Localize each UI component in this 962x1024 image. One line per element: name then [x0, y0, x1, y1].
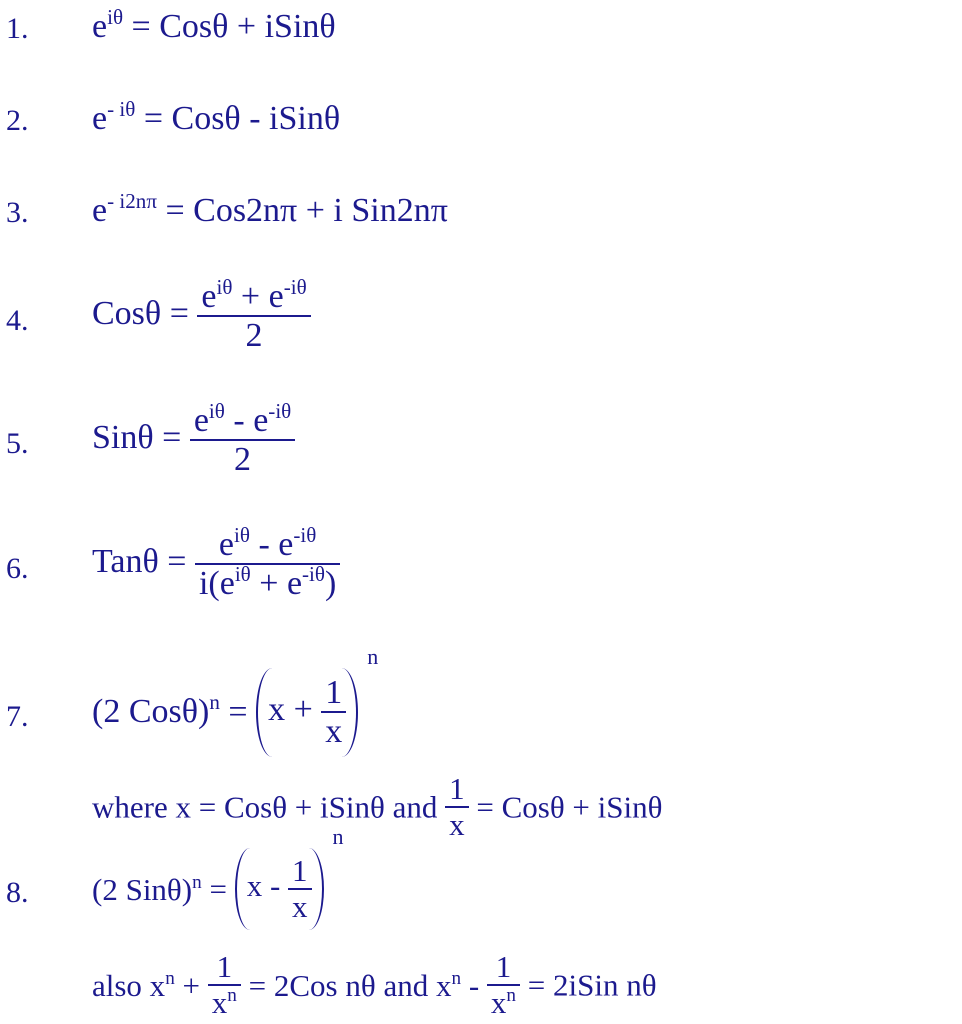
- exponent: n: [192, 871, 202, 893]
- exponent: n: [209, 690, 220, 715]
- operator: -: [461, 967, 487, 1003]
- numerator: 1: [325, 674, 343, 711]
- formula-3-rhs: = Cos2nπ + i Sin2nπ: [165, 192, 448, 229]
- operator: -: [224, 402, 254, 439]
- formula-2-number: 2.: [6, 104, 29, 137]
- formula-7-power: n: [367, 644, 379, 669]
- formula-5-number: 5.: [6, 427, 29, 460]
- note-part: [92, 968, 208, 1003]
- exponent: n: [165, 967, 175, 989]
- formula-8-lhs: [92, 872, 202, 907]
- formula-6-denominator: [195, 563, 340, 602]
- formula-5: [92, 398, 295, 479]
- note-text: = 2Cos nθ and x: [248, 967, 452, 1003]
- denominator: [208, 984, 241, 1020]
- formula-2-lhs-exponent: - iθ: [107, 96, 136, 121]
- formula-3-lhs-exponent: - i2nπ: [107, 188, 157, 213]
- term: e: [268, 278, 284, 315]
- operator: -: [249, 526, 279, 563]
- exponent: n: [451, 967, 462, 989]
- exponent: iθ: [234, 522, 250, 547]
- formula-4: [92, 274, 311, 355]
- formula-2: [92, 96, 341, 137]
- numerator: 1: [495, 949, 512, 984]
- paren-close: ): [325, 565, 337, 603]
- formula-7-equals: =: [228, 693, 248, 731]
- note-fraction: [445, 772, 469, 842]
- note-text: also x: [92, 967, 166, 1003]
- note-text: = Cosθ + iSinθ: [476, 789, 663, 825]
- formula-8-parenthesized: [235, 824, 344, 930]
- formula-8-note: [92, 950, 657, 1020]
- exponent: -iθ: [293, 522, 317, 547]
- exponent: -iθ: [268, 398, 292, 423]
- formula-5-fraction: [190, 398, 295, 479]
- operator: +: [232, 278, 269, 315]
- note-text: where x = Cosθ + iSinθ and: [92, 789, 446, 825]
- formula-7-parenthesized: [256, 644, 379, 757]
- numerator: 1: [216, 949, 233, 984]
- formula-6-numerator: [195, 522, 340, 563]
- formula-1-lhs-exponent: iθ: [107, 4, 124, 29]
- formula-7-inner-fraction: [321, 674, 346, 751]
- note-text: = 2iSin nθ: [527, 967, 657, 1003]
- operator: +: [174, 967, 208, 1003]
- term: i(e: [198, 565, 235, 603]
- formula-8-number: 8.: [6, 876, 29, 909]
- term: e: [193, 402, 209, 439]
- formula-4-number: 4.: [6, 304, 29, 337]
- formula-4-numerator: [197, 274, 310, 315]
- operator: + e: [250, 565, 303, 603]
- formula-7-inner: x +: [268, 691, 322, 729]
- formula-7-note: [92, 772, 662, 842]
- formula-5-lhs: Sinθ =: [92, 419, 182, 457]
- denominator: x: [445, 806, 469, 842]
- formula-2-lhs-base: e: [92, 100, 108, 137]
- formula-5-numerator: [190, 398, 295, 439]
- term: e: [218, 526, 235, 563]
- formula-8: [92, 824, 344, 930]
- term: x: [211, 985, 228, 1021]
- formula-5-denominator: 2: [190, 439, 295, 478]
- exponent: iθ: [234, 562, 251, 587]
- denominator: x: [288, 888, 312, 924]
- formula-7-number: 7.: [6, 700, 29, 733]
- formula-2-rhs: = Cosθ - iSinθ: [143, 100, 341, 137]
- formula-4-denominator: 2: [197, 315, 310, 354]
- formula-7: [92, 644, 379, 757]
- formula-8-power: n: [332, 824, 344, 849]
- formula-3-number: 3.: [6, 196, 29, 229]
- formula-6: [92, 522, 340, 603]
- term: (2 Sinθ): [92, 871, 193, 907]
- formula-4-fraction: [197, 274, 310, 355]
- exponent: iθ: [216, 274, 233, 299]
- note-fraction-2: [487, 950, 520, 1020]
- note-part: [249, 968, 487, 1003]
- formula-6-fraction: [195, 522, 340, 603]
- term: x: [490, 985, 507, 1021]
- exponent: -iθ: [302, 562, 326, 587]
- denominator: [487, 984, 520, 1020]
- formula-8-inner-fraction: [288, 854, 312, 924]
- formula-1-lhs-base: e: [92, 8, 108, 45]
- note-fraction-1: [208, 950, 241, 1020]
- exponent: -iθ: [283, 274, 307, 299]
- exponent: n: [227, 985, 237, 1007]
- formula-7-lhs: [92, 690, 220, 731]
- term: e: [201, 278, 217, 315]
- term: e: [278, 526, 294, 563]
- formula-4-lhs: Cosθ =: [92, 295, 189, 333]
- term: (2 Cosθ): [92, 693, 210, 731]
- formula-1-rhs: = Cosθ + iSinθ: [131, 8, 336, 45]
- formula-6-number: 6.: [6, 552, 29, 585]
- exponent: n: [506, 985, 517, 1007]
- numerator: 1: [449, 771, 465, 806]
- denominator: x: [321, 711, 346, 750]
- formula-8-inner: x -: [246, 868, 289, 904]
- exponent: iθ: [208, 398, 225, 423]
- formula-3-lhs-base: e: [92, 192, 108, 229]
- numerator: 1: [292, 853, 308, 888]
- term: e: [253, 402, 269, 439]
- formula-8-equals: =: [209, 871, 227, 907]
- formula-1: [92, 4, 336, 45]
- formula-1-number: 1.: [6, 12, 29, 45]
- formula-6-lhs: Tanθ =: [92, 543, 187, 581]
- formula-3: [92, 188, 448, 229]
